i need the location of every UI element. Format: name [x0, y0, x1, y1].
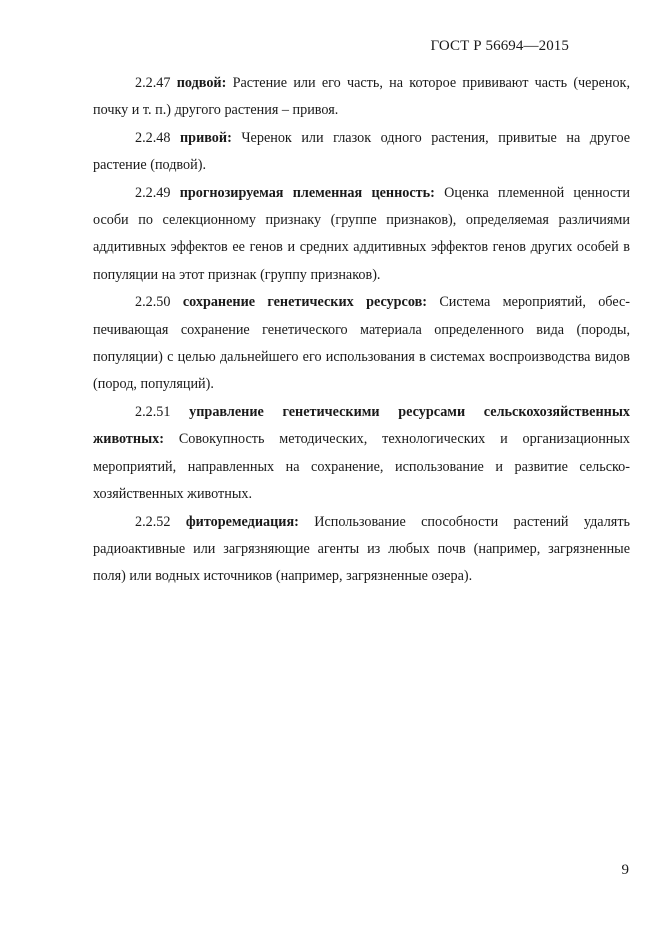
entry-definition: Черенок или глазок одного растения, привитые на другое растение (подвой). — [93, 129, 631, 174]
entry-definition: Использование способности растений удалять радиоактивные или загрязняющие агенты из любых почв (например, загрязненные поля) или водных источников (например, загрязненные озера). — [93, 513, 631, 585]
entry-number: 2.2.50 — [135, 294, 171, 311]
entry-term: фиторемедиация: — [185, 513, 299, 530]
entry-term: сохранение генетических ресурсов: — [182, 294, 427, 311]
entry-term: подвой: — [176, 75, 227, 91]
definition-entry — [93, 180, 630, 290]
definition-entry — [93, 399, 630, 509]
entry-number: 2.2.49 — [135, 184, 171, 201]
entry-definition: Совокупность методических, технологических и организационных мероприятий, направленных на сохранение, использование и развитие сельскохозяйственных животных. — [93, 431, 631, 503]
entry-definition: Растение или его часть, на которое прививают часть (черенок, почку и т. п.) другого растения – привоя. — [93, 75, 630, 119]
document-code: ГОСТ Р 56694—2015 — [430, 38, 569, 54]
entry-definition: Система мероприятий, обеспечивающая сохранение генетического материала определенного вида (породы, популяции) с целью дальнейшего его использования в системах воспроизводства видов (пород, популяций). — [93, 294, 631, 393]
entry-number: 2.2.47 — [135, 75, 171, 91]
entry-number: 2.2.52 — [135, 513, 171, 530]
definition-entry — [93, 70, 630, 125]
entry-number: 2.2.51 — [135, 403, 171, 420]
entry-term: управление генетическими ресурсами сельскохозяйственных животных: — [93, 403, 631, 448]
definition-entry — [93, 509, 630, 591]
entry-term: привой: — [180, 129, 232, 146]
entry-definition: Оценка племенной ценности особи по селекционному признаку (группе признаков), определяемая различиями аддитивных эффектов ее генов и средних аддитивных эффектов генов других особей в популяции на этот признак (группу признаков). — [93, 184, 631, 283]
entry-number: 2.2.48 — [135, 129, 171, 146]
definition-entry — [93, 125, 630, 180]
entry-term: прогнозируемая племенная ценность: — [179, 184, 435, 201]
page-number: 9 — [621, 862, 629, 878]
definitions-section — [93, 70, 630, 591]
definition-entry — [93, 289, 630, 399]
